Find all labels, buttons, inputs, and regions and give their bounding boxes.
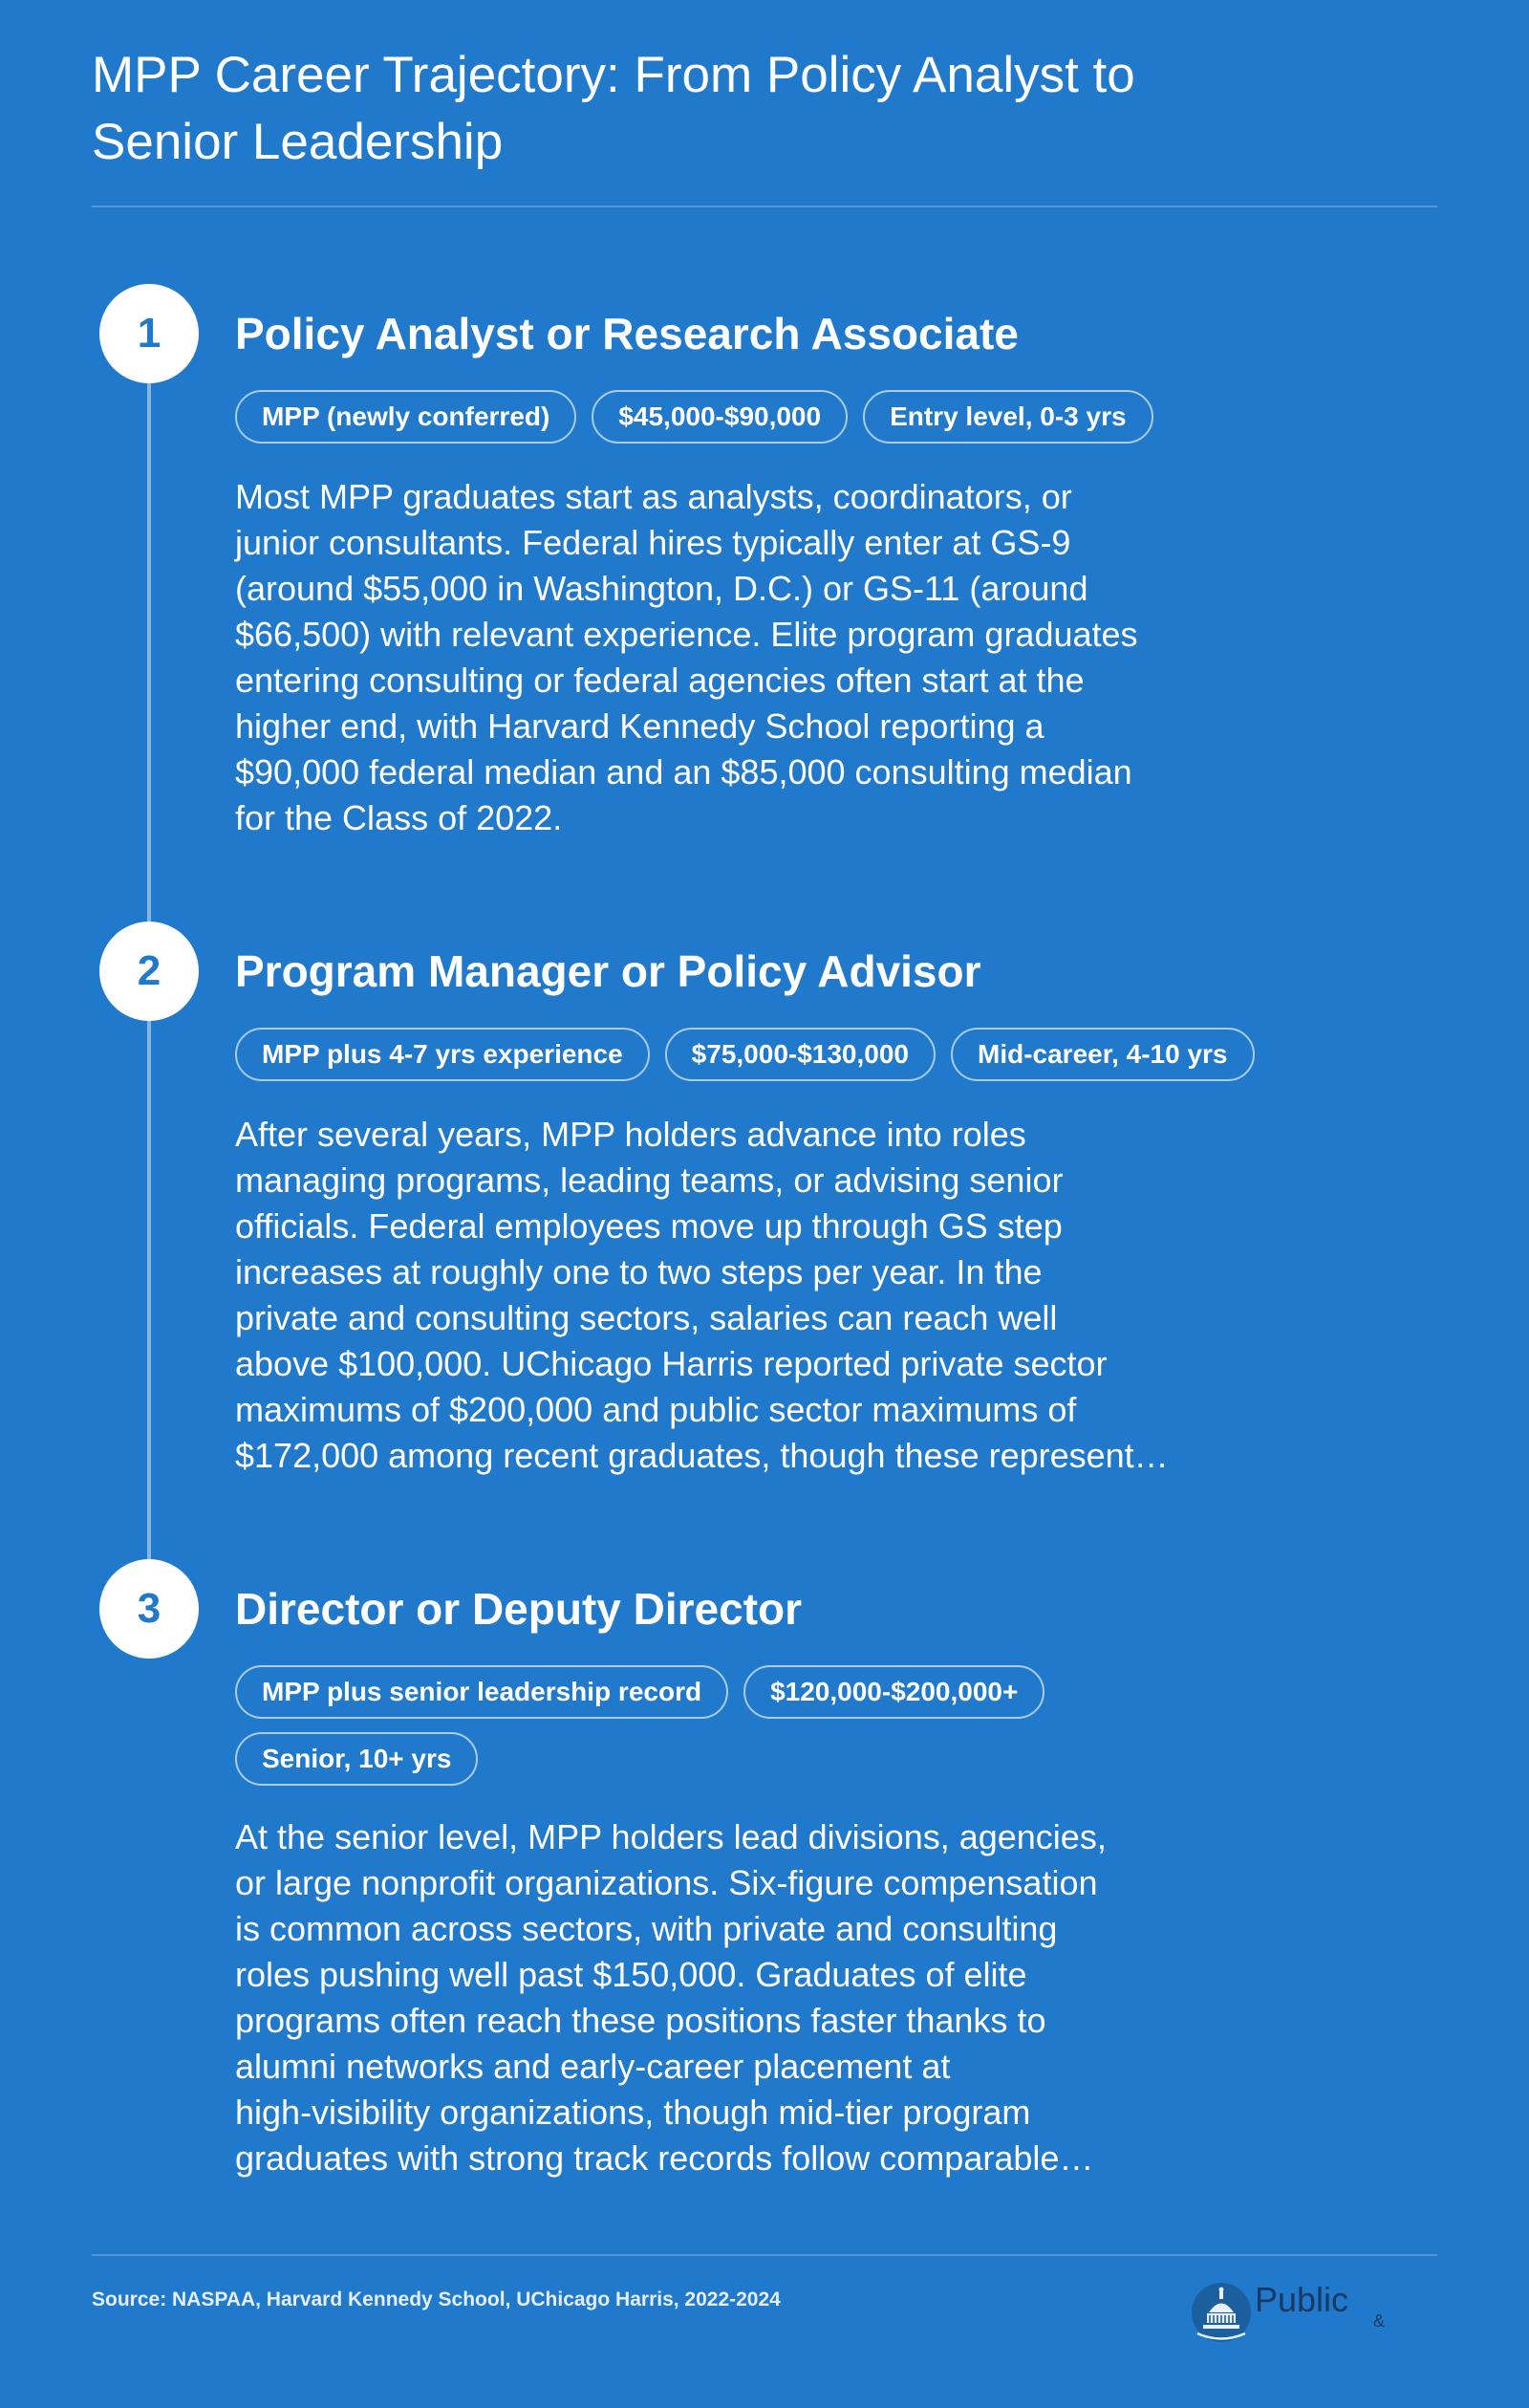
step-1-line: $90,000 federal median and an $85,000 consulting median (235, 752, 1132, 792)
step-2-line: managing programs, leading teams, or advising senior (235, 1161, 1064, 1200)
step-3-tag-level: Senior, 10+ yrs (235, 1732, 478, 1786)
step-3-line: alumni networks and early-career placement at (235, 2047, 951, 2086)
footer-divider (92, 2254, 1437, 2256)
step-3-line: At the senior level, MPP holders lead divisions, agencies, (235, 1817, 1107, 1856)
logo-ampersand: & (1373, 2311, 1386, 2331)
step-1-line: junior consultants. Federal hires typically enter at GS-9 (235, 523, 1071, 562)
logo-wordmark: Public (1255, 2280, 1349, 2319)
step-3-description (235, 1814, 1200, 2181)
step-2-line: private and consulting sectors, salaries can reach well (235, 1298, 1058, 1337)
page-title (92, 42, 1334, 176)
step-1-line: $66,500) with relevant experience. Elite program graduates (235, 615, 1138, 654)
step-1-tag-credential: MPP (newly conferred) (235, 390, 576, 444)
step-2-number-badge: 2 (99, 922, 199, 1021)
step-3-tags (235, 1665, 1143, 1786)
capitol-dome-icon (1190, 2281, 1253, 2344)
step-1-tag-level: Entry level, 0-3 yrs (863, 390, 1152, 444)
step-1-line: higher end, with Harvard Kennedy School reporting a (235, 706, 1044, 746)
step-1-line: for the Class of 2022. (235, 798, 563, 837)
step-1-tags (235, 390, 1430, 444)
step-1-line: Most MPP graduates start as analysts, coordinators, or (235, 477, 1072, 516)
step-2-line: officials. Federal employees move up through GS step (235, 1206, 1063, 1246)
step-2-description (235, 1112, 1200, 1479)
step-1-title: Policy Analyst or Research Associate (235, 309, 1019, 358)
step-2-tag-salary: $75,000-$130,000 (665, 1028, 936, 1081)
step-3-line: graduates with strong track records follow comparable… (235, 2138, 1094, 2178)
step-1-tag-salary: $45,000-$90,000 (592, 390, 848, 444)
page-title-line-1: MPP Career Trajectory: From Policy Analyst to (92, 47, 1135, 103)
step-2-tags (235, 1028, 1430, 1081)
step-2-line: After several years, MPP holders advance into roles (235, 1115, 1026, 1154)
publisher-logo (1190, 2281, 1448, 2348)
source-citation: Source: NASPAA, Harvard Kennedy School, UChicago Harris, 2022-2024 (92, 2289, 781, 2310)
step-2-line: maximums of $200,000 and public sector maximums of (235, 1390, 1077, 1429)
step-3-line: high-visibility organizations, though mid-tier program (235, 2093, 1031, 2132)
step-3-title: Director or Deputy Director (235, 1584, 803, 1634)
step-3-tag-credential: MPP plus senior leadership record (235, 1665, 728, 1719)
step-2-tag-credential: MPP plus 4-7 yrs experience (235, 1028, 650, 1081)
step-3-line: programs often reach these positions faster thanks to (235, 2001, 1046, 2040)
step-3-line: roles pushing well past $150,000. Graduates of elite (235, 1955, 1027, 1994)
step-1-line: (around $55,000 in Washington, D.C.) or GS-11 (around (235, 569, 1088, 608)
page-title-line-2: Senior Leadership (92, 114, 504, 170)
step-2-line: increases at roughly one to two steps per year. In the (235, 1252, 1043, 1291)
step-2-tag-level: Mid-career, 4-10 yrs (951, 1028, 1255, 1081)
step-3-tag-salary: $120,000-$200,000+ (743, 1665, 1044, 1719)
step-2-line: $172,000 among recent graduates, though these represent… (235, 1436, 1169, 1475)
step-1-number-badge: 1 (99, 284, 199, 383)
step-1-description (235, 474, 1200, 841)
step-3-line: is common across sectors, with private and consulting (235, 1909, 1058, 1948)
step-2-line: above $100,000. UChicago Harris reported private sector (235, 1344, 1108, 1383)
step-3-line: or large nonprofit organizations. Six-figure compensation (235, 1863, 1098, 1902)
header-divider (92, 206, 1437, 207)
step-1-line: entering consulting or federal agencies often start at the (235, 661, 1085, 700)
step-3-number-badge: 3 (99, 1559, 199, 1659)
step-2-title: Program Manager or Policy Advisor (235, 946, 981, 996)
